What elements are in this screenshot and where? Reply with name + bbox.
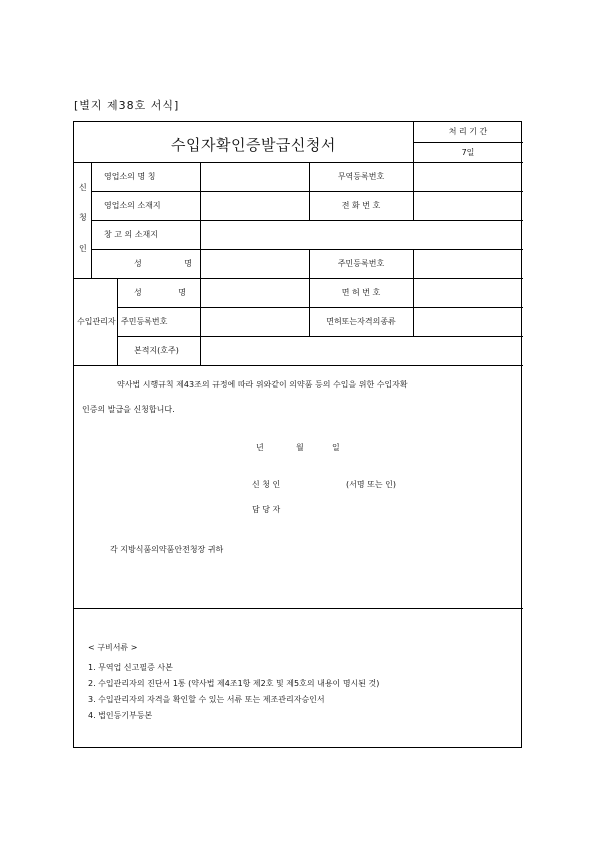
row-line — [74, 608, 523, 609]
row-line — [74, 278, 523, 279]
col-line — [413, 249, 414, 278]
document-item: 2. 수입관리자의 진단서 1통 (약사법 제4조1항 제2호 및 제5호의 내용이 명시된 것) — [88, 679, 380, 688]
import-manager-label: 수입관리자 — [77, 317, 116, 326]
row-line — [91, 249, 523, 250]
col-line — [413, 162, 414, 220]
required-documents-header: < 구비서류 > — [88, 643, 138, 652]
col-line — [91, 162, 92, 278]
license-number-label: 면 허 번 호 — [341, 288, 381, 297]
processing-period-value: 7일 — [461, 148, 475, 157]
statement-line-2: 인증의 발급을 신청합니다. — [82, 405, 175, 414]
document-item: 4. 법인등기부등본 — [88, 711, 153, 720]
processing-period-label: 처 리 기 간 — [448, 127, 488, 136]
row-line — [74, 162, 523, 163]
row-line — [91, 220, 523, 221]
col-line — [200, 249, 201, 278]
col-line — [200, 278, 201, 365]
document-item: 1. 무역업 신고필증 사본 — [88, 663, 173, 672]
date-month-label: 월 — [296, 443, 304, 452]
application-form — [73, 121, 522, 748]
row-line — [117, 336, 523, 337]
col-line — [309, 162, 310, 220]
applicant-group-char: 인 — [79, 244, 87, 253]
license-type-label: 면허또는자격의종류 — [326, 317, 396, 326]
business-address-label: 영업소의 소재지 — [104, 201, 161, 210]
phone-label: 전 화 번 호 — [341, 201, 381, 210]
form-number-label: [별지 제38호 서식] — [74, 99, 180, 112]
applicant-group-char: 청 — [79, 213, 87, 222]
applicant-signature-label: 신 청 인 — [252, 480, 281, 489]
form-title: 수입자확인증발급신청서 — [171, 136, 336, 154]
col-line — [413, 278, 414, 336]
row-line — [117, 307, 523, 308]
domicile-label: 본적지(호주) — [134, 346, 179, 355]
row-line — [74, 365, 523, 366]
date-year-label: 년 — [256, 443, 264, 452]
manager-name-label: 성 명 — [134, 288, 186, 297]
date-day-label: 일 — [332, 443, 340, 452]
col-line — [309, 249, 310, 278]
processing-divider — [413, 142, 523, 143]
warehouse-address-label: 창 고 의 소재지 — [104, 230, 158, 239]
business-name-label: 영업소의 명 칭 — [104, 172, 156, 181]
col-line — [309, 278, 310, 336]
applicant-group-char: 신 — [79, 183, 87, 192]
row-line — [91, 191, 523, 192]
addressee-line: 각 지방식품의약품안전청장 귀하 — [110, 545, 224, 554]
signature-note: (서명 또는 인) — [346, 480, 396, 489]
applicant-name-label: 성 명 — [134, 259, 192, 268]
col-line — [117, 278, 118, 365]
person-in-charge-label: 담 당 자 — [252, 505, 281, 514]
resident-number-label: 주민등록번호 — [337, 259, 385, 268]
statement-line-1: 약사법 시행규칙 제43조의 규정에 따라 위와같이 의약품 등의 수입을 위한 수입자확 — [117, 380, 408, 389]
manager-resident-number-label: 주민등록번호 — [121, 317, 168, 326]
col-line — [200, 162, 201, 249]
trade-registration-label: 무역등록번호 — [337, 172, 385, 181]
document-item: 3. 수입관리자의 자격을 확인할 수 있는 서류 또는 제조관리자승인서 — [88, 695, 325, 704]
